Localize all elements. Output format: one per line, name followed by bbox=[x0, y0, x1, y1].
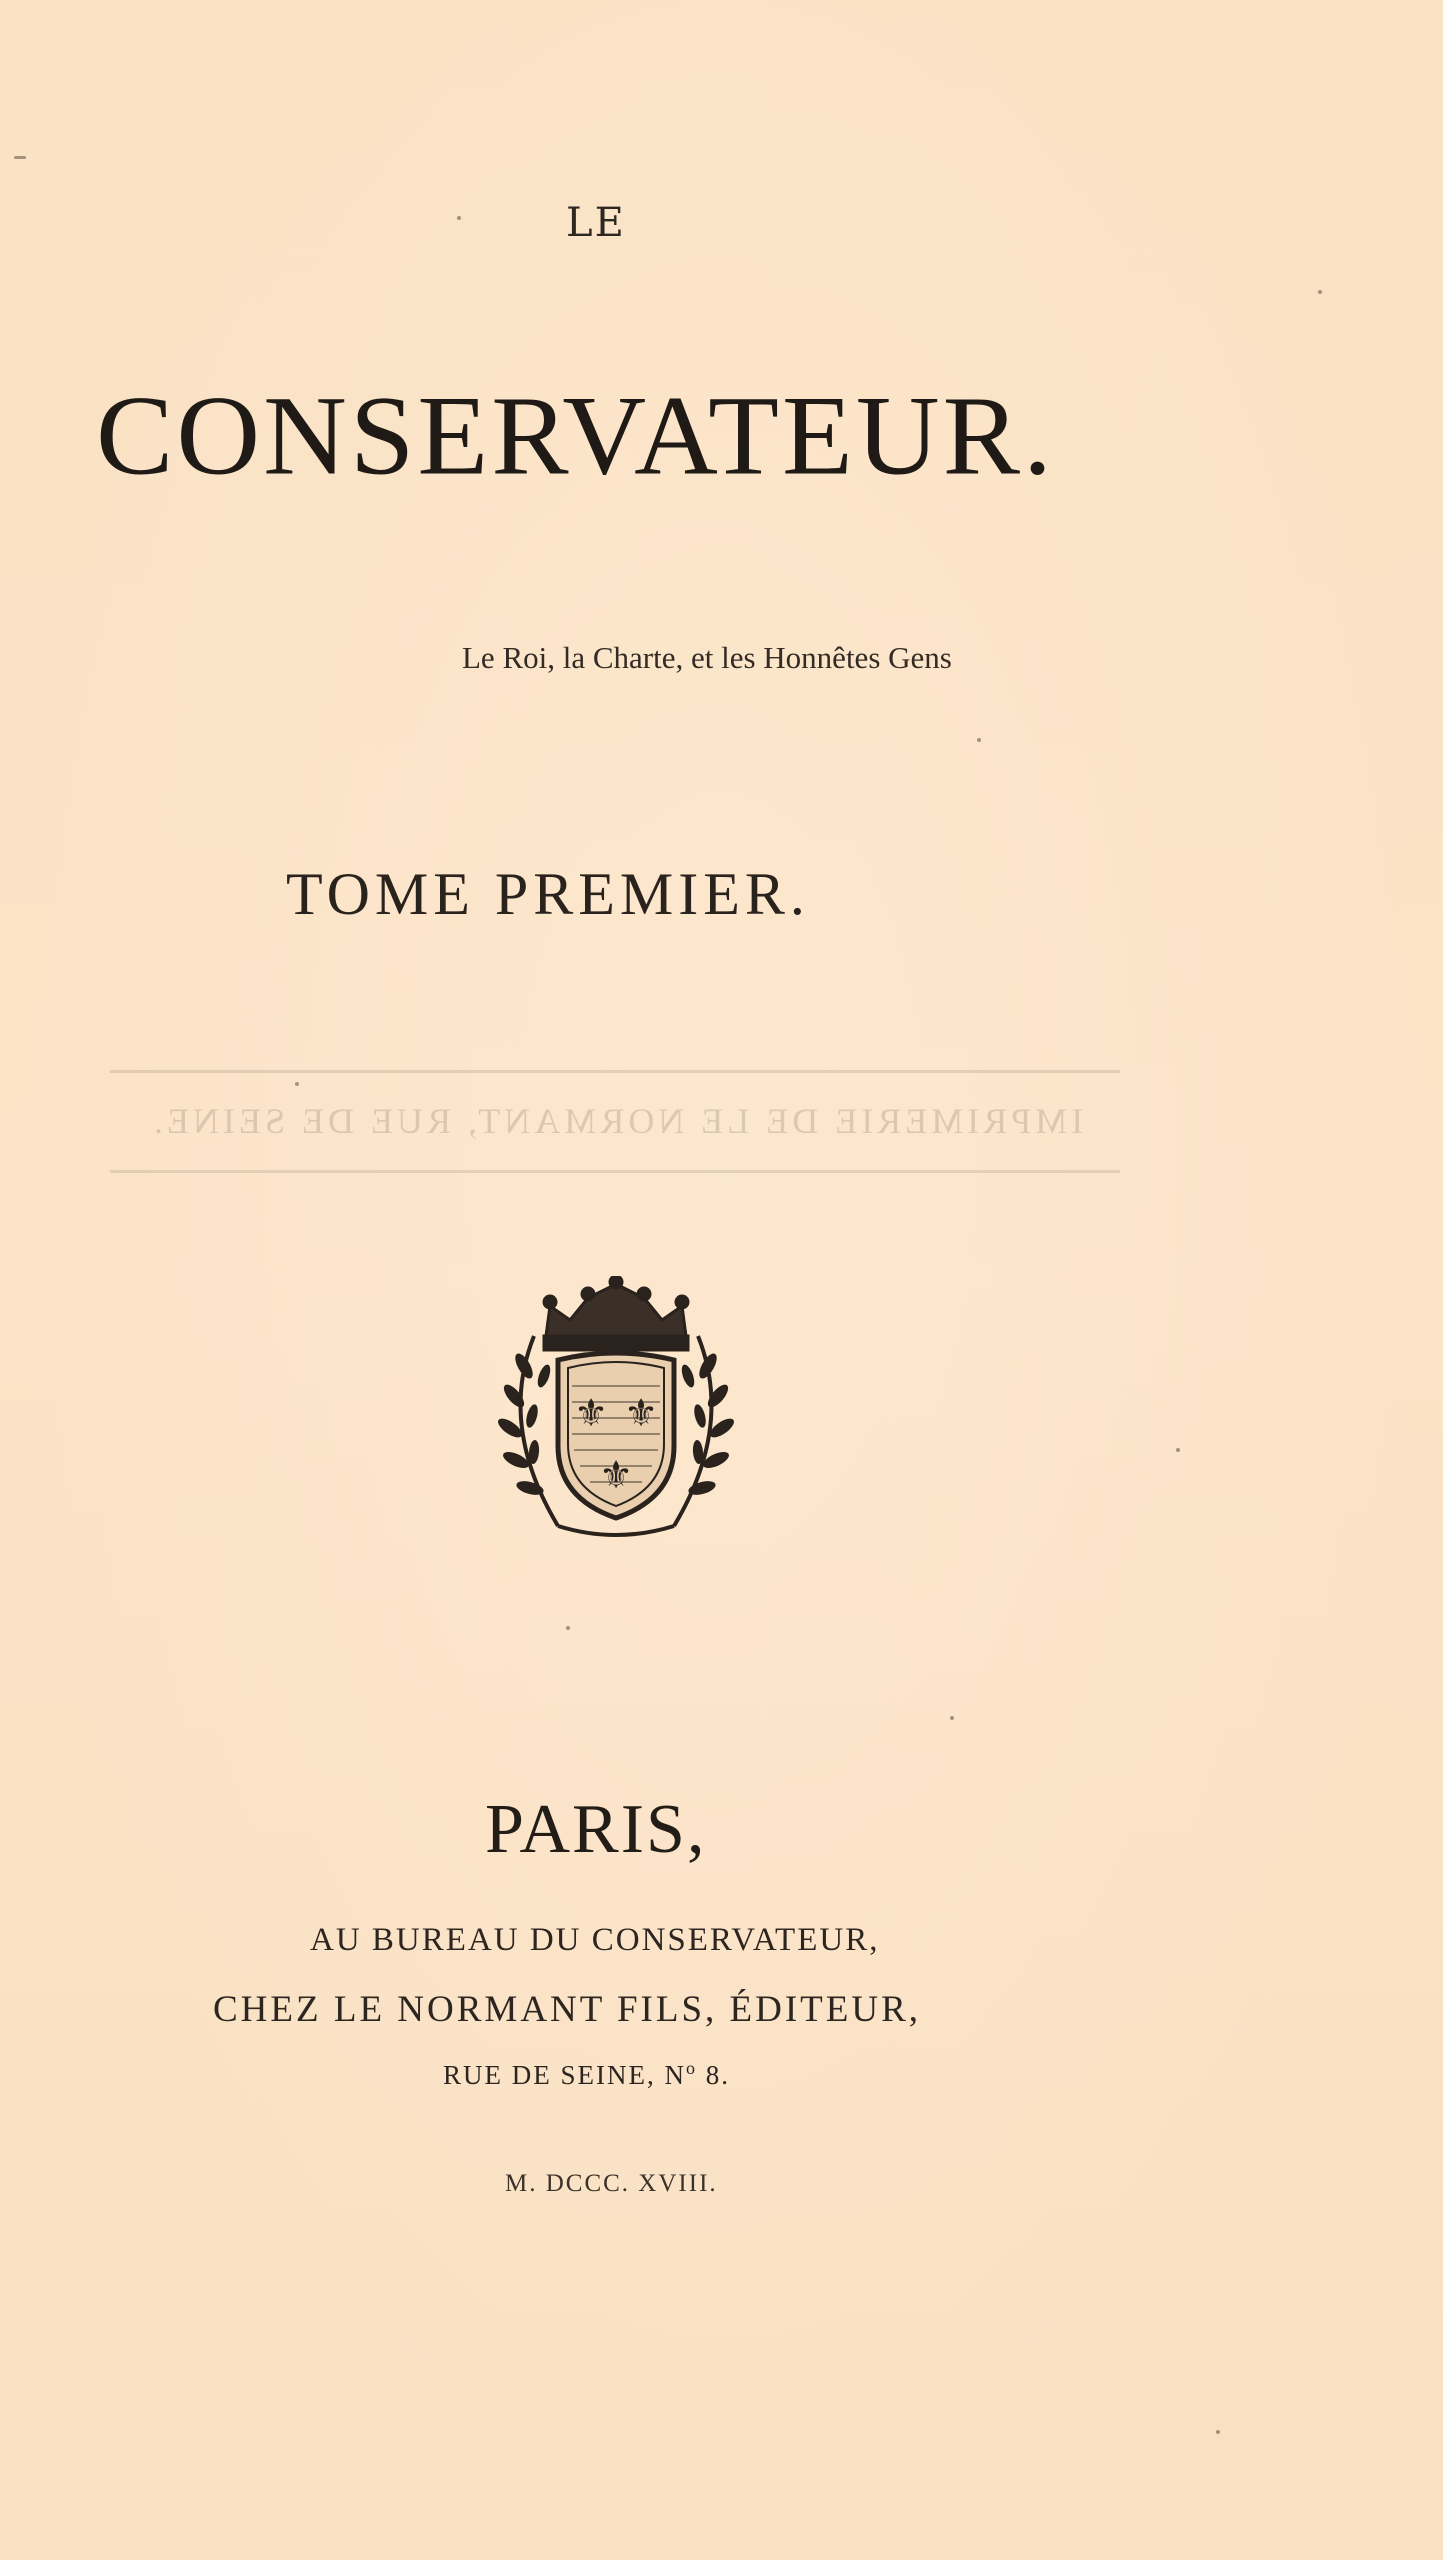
svg-text:⚜: ⚜ bbox=[573, 1391, 609, 1435]
paper-speck bbox=[1216, 2430, 1220, 2434]
motto: Le Roi, la Charte, et les Honnêtes Gens bbox=[462, 640, 952, 675]
svg-text:⚜: ⚜ bbox=[598, 1453, 634, 1497]
svg-text:⚜: ⚜ bbox=[623, 1391, 659, 1435]
bleed-through-text: IMPRIMERIE DE LE NORMANT, RUE DE SEINE. bbox=[150, 1101, 1084, 1141]
address-prefix: RUE DE SEINE, N bbox=[443, 2060, 686, 2090]
paper-speck bbox=[1318, 290, 1322, 294]
bleed-rule-top bbox=[110, 1070, 1120, 1073]
paper-speck bbox=[950, 1716, 954, 1720]
publisher-line-1: AU BUREAU DU CONSERVATEUR, bbox=[310, 1922, 880, 1958]
city: PARIS, bbox=[485, 1791, 707, 1868]
paper-speck bbox=[457, 216, 461, 220]
title-article: LE bbox=[566, 200, 626, 246]
publication-date: M. DCCC. XVIII. bbox=[505, 2170, 718, 2197]
paper-speck bbox=[1176, 1448, 1180, 1452]
page-title: CONSERVATEUR. bbox=[96, 373, 1055, 499]
paper-speck bbox=[295, 1082, 299, 1086]
paper-speck bbox=[566, 1626, 570, 1630]
royal-arms-icon bbox=[488, 1276, 744, 1540]
paper-speck bbox=[977, 738, 981, 742]
publisher-address bbox=[443, 2058, 730, 2091]
address-superscript: o bbox=[685, 2058, 697, 2078]
address-number: 8. bbox=[696, 2060, 730, 2090]
paper-speck bbox=[14, 156, 26, 159]
bleed-through-imprint bbox=[110, 1070, 1120, 1180]
publisher-line-2: CHEZ LE NORMANT FILS, ÉDITEUR, bbox=[213, 1989, 922, 2030]
volume-label: TOME PREMIER. bbox=[286, 861, 810, 927]
bleed-rule-bottom bbox=[110, 1170, 1120, 1173]
